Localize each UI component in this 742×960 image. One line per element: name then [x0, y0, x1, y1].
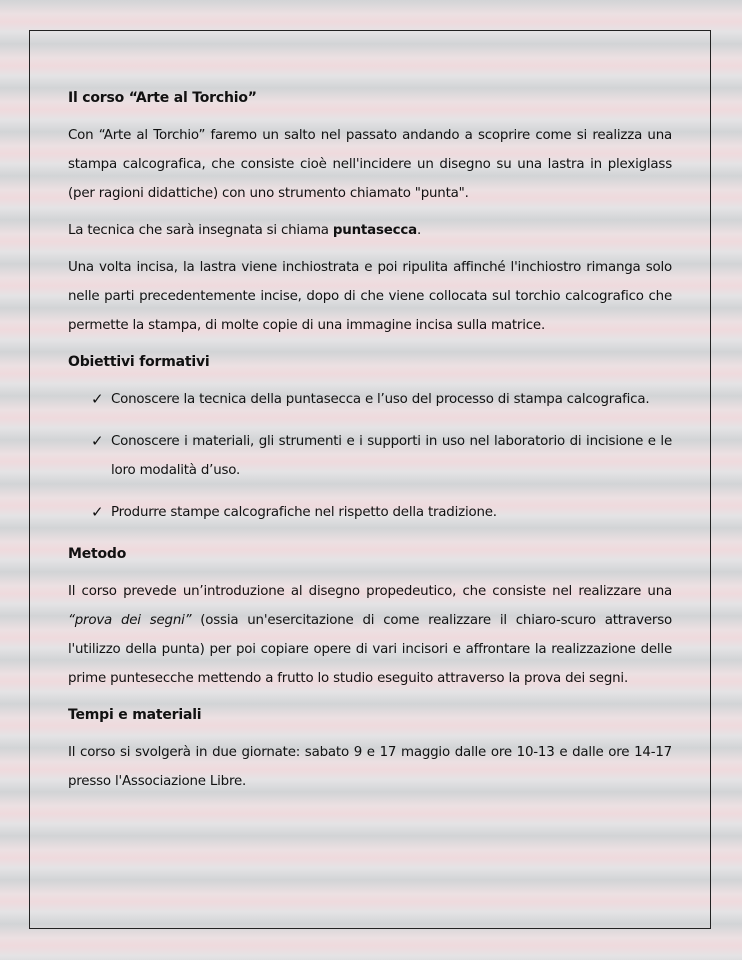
technique-end: . — [416, 223, 421, 238]
method-italic: “prova dei segni” — [68, 613, 192, 628]
technique-highlight: puntasecca — [332, 223, 417, 238]
intro-paragraph: Con “Arte al Torchio” faremo un salto nel passato andando a scoprire come si realizza una stampa calcografica, che consiste cioè nell'incidere un disegno su una lastra in plexiglass (per ragioni didattiche) con uno strumento chiamato "punta". — [68, 128, 672, 201]
process-paragraph: Una volta incisa, la lastra viene inchiostrata e poi ripulita affinché l'inchiostro rimanga solo nelle parti precedentemente incise, dopo di che viene collocata sul torchio calcografico che permette la stampa, di molte copie di una immagine incisa sulla matrice. — [68, 260, 672, 333]
document-content — [68, 84, 672, 796]
check-icon: ✓ — [91, 503, 104, 521]
method-paragraph: Il corso prevede un’introduzione al disegno propedeutico, che consiste nel realizzare una “prova dei segni” (ossia un'esercitazione di come realizzare il chiaro-scuro attraverso l'utilizzo della punta) per poi copiare opere di vari incisori e affrontare la realizzazione delle prime puntesecche mettendo a frutto lo studio eseguito attraverso la prova dei segni. — [68, 584, 672, 686]
schedule-heading: Tempi e materiali — [68, 707, 202, 723]
list-item: ✓ Produrre stampe calcografiche nel rispetto della tradizione. — [68, 498, 672, 527]
technique-text: La tecnica che sarà insegnata si chiama — [68, 223, 333, 238]
method-heading: Metodo — [68, 546, 127, 562]
check-icon: ✓ — [91, 432, 104, 450]
objectives-list — [68, 385, 672, 527]
course-title: Il corso “Arte al Torchio” — [68, 90, 257, 106]
objectives-heading: Obiettivi formativi — [68, 354, 210, 370]
list-item: ✓ Conoscere la tecnica della puntasecca e l’uso del processo di stampa calcografica. — [68, 385, 672, 414]
check-icon: ✓ — [91, 390, 104, 408]
technique-paragraph — [68, 216, 672, 245]
schedule-paragraph: Il corso si svolgerà in due giornate: sabato 9 e 17 maggio dalle ore 10-13 e dalle ore 14-17 presso l'Associazione Libre. — [68, 745, 672, 789]
list-item: ✓ Conoscere i materiali, gli strumenti e i supporti in uso nel laboratorio di incisione e le loro modalità d’uso. — [68, 427, 672, 485]
